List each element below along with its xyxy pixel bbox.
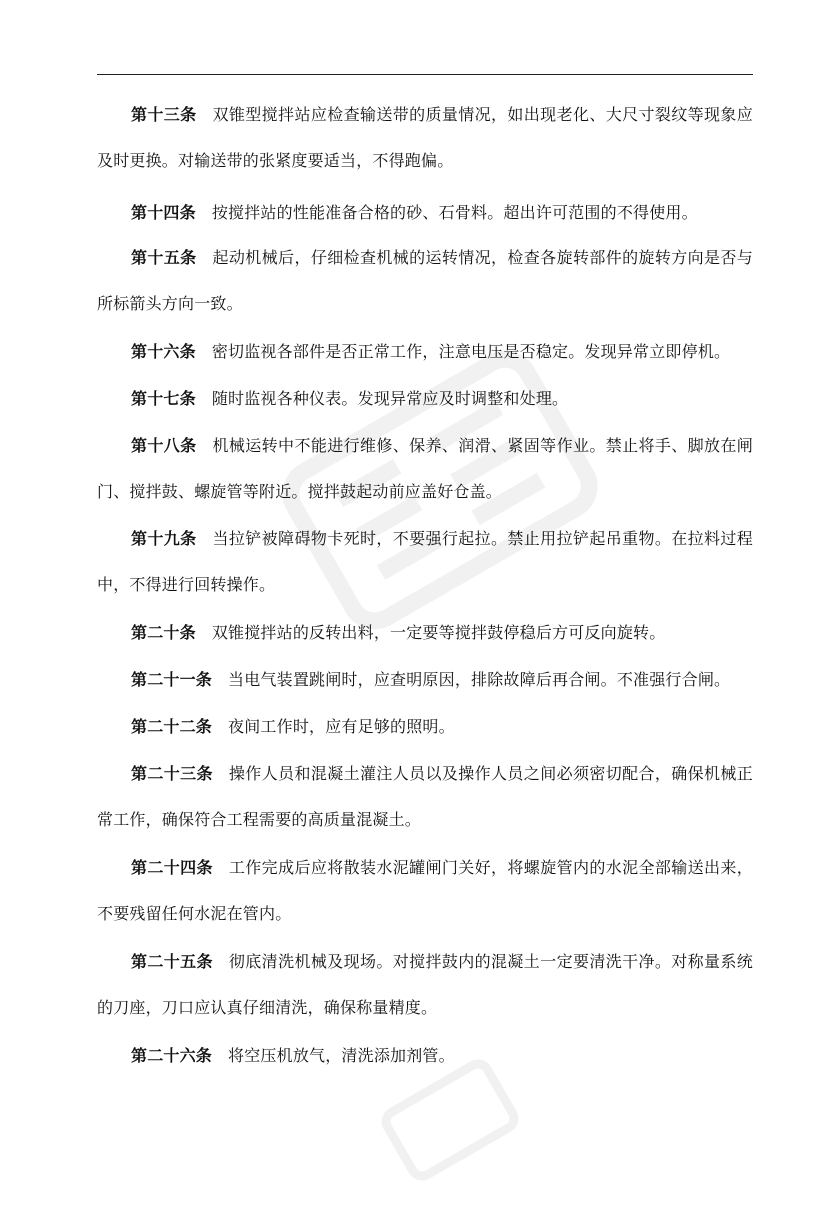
article-21 bbox=[97, 657, 753, 703]
article-number: 第二十四条 bbox=[131, 858, 213, 877]
article-20 bbox=[97, 610, 753, 656]
article-text: 将空压机放气，清洗添加剂管。 bbox=[228, 1046, 455, 1065]
article-number: 第十六条 bbox=[131, 342, 196, 361]
article-number: 第二十六条 bbox=[131, 1046, 213, 1065]
article-number: 第二十二条 bbox=[131, 717, 213, 736]
article-text: 起动机械后，仔细检查机械的运转情况，检查各旋转部件的旋转方向是否与所标箭头方向一致。 bbox=[97, 248, 753, 313]
article-19 bbox=[97, 516, 753, 608]
article-18 bbox=[97, 423, 753, 515]
article-text: 当拉铲被障碍物卡死时，不要强行起拉。禁止用拉铲起吊重物。在拉料过程中，不得进行回转操作。 bbox=[97, 529, 753, 594]
article-number: 第十五条 bbox=[131, 248, 197, 267]
article-text: 密切监视各部件是否正常工作，注意电压是否稳定。发现异常立即停机。 bbox=[211, 342, 731, 361]
article-number: 第二十三条 bbox=[131, 764, 213, 783]
article-text: 工作完成后应将散装水泥罐闸门关好，将螺旋管内的水泥全部输送出来，不要残留任何水泥在管内。 bbox=[97, 858, 753, 923]
article-23 bbox=[97, 751, 753, 843]
article-26 bbox=[97, 1033, 753, 1079]
article-number: 第十四条 bbox=[131, 203, 196, 222]
article-text: 双锥搅拌站的反转出料，一定要等搅拌鼓停稳后方可反向旋转。 bbox=[211, 623, 666, 642]
article-number: 第十八条 bbox=[131, 436, 197, 455]
article-17 bbox=[97, 376, 753, 422]
article-number: 第二十一条 bbox=[131, 670, 213, 689]
article-13 bbox=[97, 92, 753, 184]
article-number: 第二十五条 bbox=[131, 952, 213, 971]
article-text: 当电气装置跳闸时，应查明原因，排除故障后再合闸。不准强行合闸。 bbox=[228, 670, 731, 689]
article-15 bbox=[97, 235, 753, 327]
article-text: 随时监视各种仪表。发现异常应及时调整和处理。 bbox=[211, 389, 569, 408]
article-14 bbox=[97, 190, 753, 236]
article-25 bbox=[97, 939, 753, 1031]
article-text: 双锥型搅拌站应检查输送带的质量情况，如出现老化、大尺寸裂纹等现象应及时更换。对输送带的张紧度要适当，不得跑偏。 bbox=[97, 105, 753, 170]
header-rule bbox=[97, 74, 753, 75]
article-16 bbox=[97, 329, 753, 375]
article-text: 操作人员和混凝土灌注人员以及操作人员之间必须密切配合，确保机械正常工作，确保符合工程需要的高质量混凝土。 bbox=[97, 764, 753, 829]
article-number: 第十七条 bbox=[131, 389, 196, 408]
article-text: 按搅拌站的性能准备合格的砂、石骨料。超出许可范围的不得使用。 bbox=[211, 203, 698, 222]
article-24 bbox=[97, 845, 753, 937]
article-number: 第十九条 bbox=[131, 529, 197, 548]
article-text: 彻底清洗机械及现场。对搅拌鼓内的混凝土一定要清洗干净。对称量系统的刀座，刀口应认真仔细清洗，确保称量精度。 bbox=[97, 952, 753, 1017]
article-number: 第十三条 bbox=[131, 105, 197, 124]
article-number: 第二十条 bbox=[131, 623, 196, 642]
article-text: 夜间工作时，应有足够的照明。 bbox=[228, 717, 455, 736]
article-22 bbox=[97, 704, 753, 750]
article-text: 机械运转中不能进行维修、保养、润滑、紧固等作业。禁止将手、脚放在闸门、搅拌鼓、螺旋管等附近。搅拌鼓起动前应盖好仓盖。 bbox=[97, 436, 753, 501]
